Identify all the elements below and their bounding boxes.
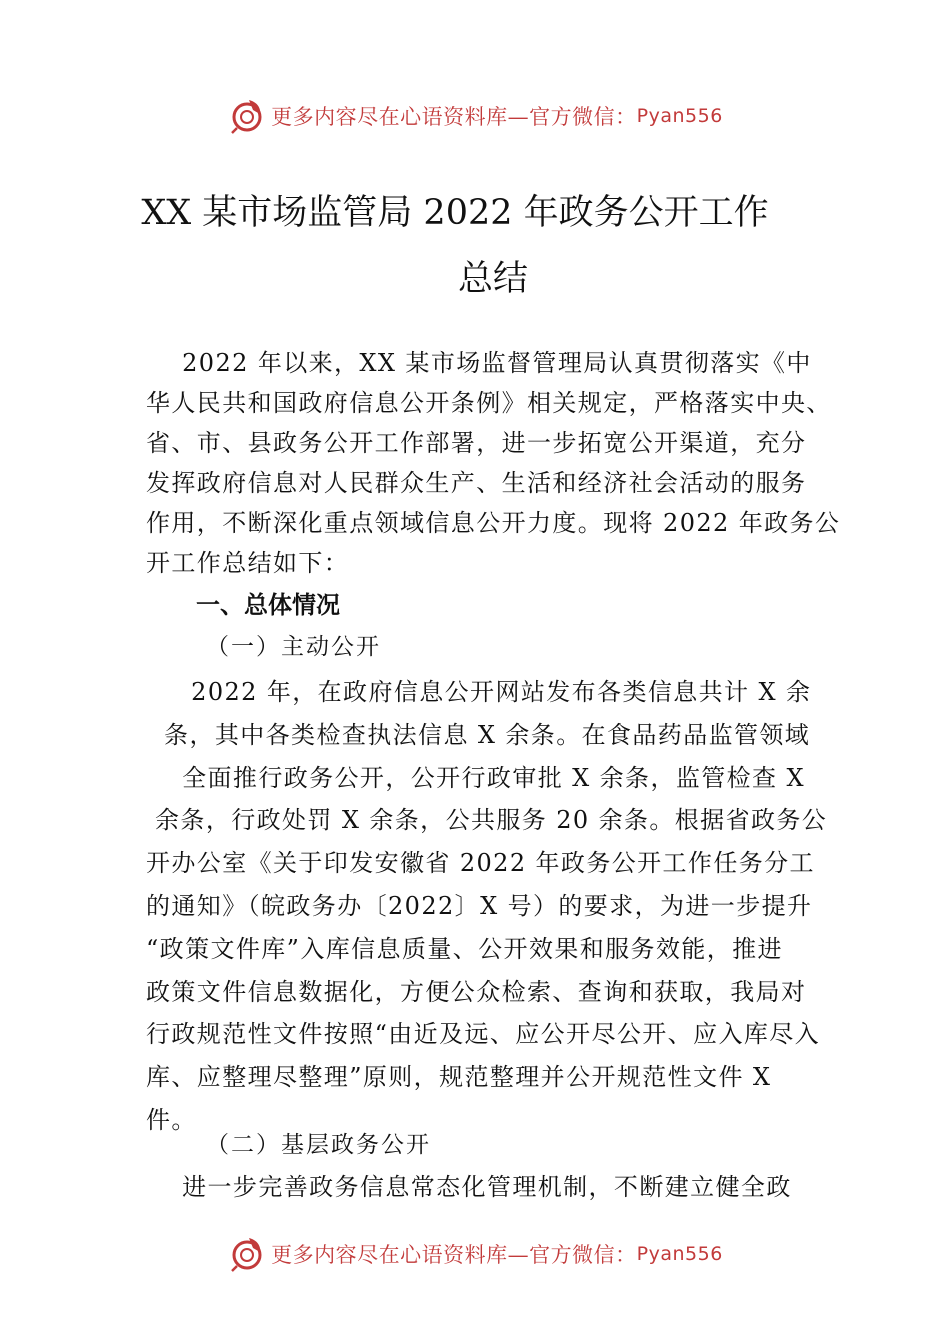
- text-line: 库、应整理尽整理”原则，规范整理并公开规范性文件 X: [146, 1063, 772, 1092]
- watermark-banner-bottom: [0, 1232, 950, 1276]
- watermark-banner-top: [0, 94, 950, 138]
- quill-logo-icon: [227, 96, 267, 136]
- subsection-heading-2: （二）基层政务公开: [206, 1132, 431, 1158]
- text-line: 条，其中各类检查执法信息 X 余条。在食品药品监管领域: [146, 720, 811, 749]
- text-line: 件。: [146, 1105, 197, 1134]
- text-line: 作用，不断深化重点领域信息公开力度。现将 2022 年政务公: [146, 509, 841, 537]
- section-heading: 一、总体情况: [196, 591, 340, 619]
- subsection-1-paragraph: [146, 671, 828, 1142]
- text-line: 2022 年以来，XX 某市场监督管理局认真贯彻落实《中: [146, 349, 812, 377]
- text-line: 华人民共和国政府信息公开条例》相关规定，严格落实中央、: [146, 389, 832, 417]
- quill-logo-icon: [227, 1234, 267, 1274]
- text-line: “政策文件库”入库信息质量、公开效果和服务效能，推进: [146, 934, 783, 963]
- subsection-heading-1: （一）主动公开: [206, 634, 381, 660]
- banner-wechat-id: Pyan556: [636, 1243, 723, 1265]
- text-line: 进一步完善政务信息常态化管理机制，不断建立健全政: [146, 1173, 792, 1201]
- intro-paragraph: [146, 343, 841, 583]
- banner-text: 更多内容尽在心语资料库—官方微信：: [271, 105, 637, 129]
- text-line: 政策文件信息数据化，方便公众检索、查询和获取，我局对: [146, 977, 807, 1006]
- text-line: 全面推行政务公开，公开行政审批 X 余条，监管检查 X: [146, 763, 805, 792]
- document-title-line2: 总结: [457, 259, 528, 299]
- subsection-2-paragraph: [146, 1167, 806, 1207]
- text-line: 2022 年，在政府信息公开网站发布各类信息共计 X 余: [146, 678, 812, 706]
- text-line: 省、市、县政务公开工作部署，进一步拓宽公开渠道，充分: [146, 429, 807, 457]
- banner-text: 更多内容尽在心语资料库—官方微信：: [271, 1243, 637, 1267]
- text-line: 开工作总结如下：: [146, 549, 350, 577]
- document-title-line1: XX 某市场监管局 2022 年政务公开工作: [141, 193, 769, 233]
- text-line: 余条，行政处罚 X 余条，公共服务 20 余条。根据省政务公: [146, 806, 828, 835]
- banner-wechat-id: Pyan556: [636, 105, 723, 127]
- text-line: 行政规范性文件按照“由近及远、应公开尽公开、应入库尽入: [146, 1020, 821, 1049]
- text-line: 发挥政府信息对人民群众生产、生活和经济社会活动的服务: [146, 469, 807, 497]
- text-line: 开办公室《关于印发安徽省 2022 年政务公开工作任务分工: [146, 849, 815, 878]
- text-line: 的通知》（皖政务办〔2022〕X 号）的要求，为进一步提升: [146, 891, 813, 920]
